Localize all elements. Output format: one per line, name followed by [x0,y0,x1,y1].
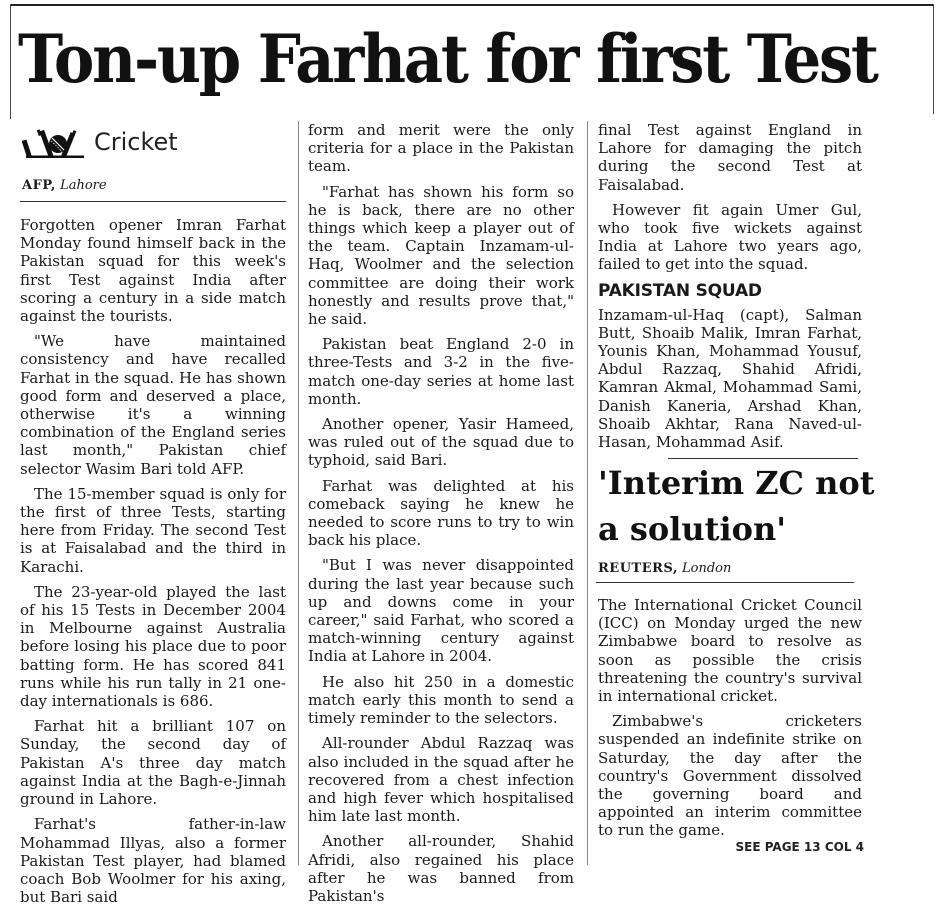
paragraph: final Test against England in Lahore for damaging the pitch during the second Test at Faisalabad. [598,121,862,194]
paragraph: All-rounder Abdul Razzaq was also included in the squad after he recovered from a chest infection and high fever which hospitalised him late last month. [308,734,574,826]
paragraph: Another all-rounder, Shahid Afridi, also regained his place after he was banned from Pakistan's [308,832,574,905]
paragraph: Farhat hit a brilliant 107 on Sunday, the second day of Pakistan A's three day match against India at the Bagh-e-Jinnah ground in Lahore. [20,717,286,809]
cricket-bats-ball-icon [22,126,88,158]
story-column-3 [598,121,862,459]
paragraph: "We have maintained consistency and have recalled Farhat in the squad. He has shown good form and deserved a place, otherwise it's a winning combination of the England series last month," Pakistan chief selector Wasim Bari told AFP. [20,332,286,478]
headline: Ton-up Farhat for first Test [18,20,877,98]
paragraph: The 23-year-old played the last of his 15 Tests in December 2004 in Melbourne against Australia before losing his place due to poor batting form. He has scored 841 runs while his run tally in 21 one-day internationals is 686. [20,582,286,711]
byline-rule [20,201,286,202]
section-label: Cricket [94,128,178,156]
byline [22,178,107,194]
paragraph: Farhat was delighted at his comeback saying he knew he needed to score runs to try to win back his place. [308,476,574,550]
story-column-2 [308,121,574,912]
paragraph: Pakistan beat England 2-0 in three-Tests and 3-2 in the five-match one-day series at home last month. [308,335,574,408]
section-kicker [22,124,302,160]
top-rule [10,4,933,6]
paragraph: form and merit were the only criteria for a place in the Pakistan team. [308,121,574,176]
right-rule [933,4,934,114]
second-byline-rule [596,582,854,583]
paragraph: He also hit 250 in a domestic match early this month to send a timely reminder to the selectors. [308,672,574,728]
second-story-headline: 'Interim ZC not a solution' [598,464,875,548]
paragraph: Farhat's father-in-law Mohammad Illyas, also a former Pakistan Test player, had blamed coach Bob Woolmer for his axing, but Bari said [20,815,286,907]
left-rule [10,4,11,119]
paragraph: "Farhat has shown his form so he is back, there are no other things which keep a player out of the team. Captain Inzamam-ul-Haq, Woolmer and the selection committee are doing their work honestly and results prove that," he said. [308,182,574,329]
paragraph: "But I was never disappointed during the last year because such up and downs come in your career," said Farhat, who scored a match-winning century against India at Lahore in 2004. [308,556,574,666]
squad-list: Inzamam-ul-Haq (capt), Salman Butt, Shoaib Malik, Imran Farhat, Younis Khan, Mohammad Yousuf, Abdul Razzaq, Shahid Afridi, Kamran Akmal, Mohammad Sami, Danish Kaneria, Arshad Khan, Shoaib Akhtar, Rana Naved-ul-Hasan, Mohammad Asif. [598,305,862,452]
second-story-body [598,596,862,847]
second-story-byline [598,561,731,577]
story-column-1 [20,216,286,913]
byline-agency: REUTERS, [598,561,678,576]
paragraph: Forgotten opener Imran Farhat Monday found himself back in the Pakistan squad for this week's first Test against India after scoring a century in a side match against the tourists. [20,216,286,326]
byline-place: London [682,561,732,576]
jump-line: SEE PAGE 13 COL 4 [735,840,864,854]
paragraph: Another opener, Yasir Hameed, was ruled out of the squad due to typhoid, said Bari. [308,415,574,470]
column-rule-2 [587,121,588,865]
column-rule-1 [298,121,299,865]
paragraph: The 15-member squad is only for the first of three Tests, starting here from Friday. The second Test is at Faisalabad and the third in Karachi. [20,484,286,576]
byline-agency: AFP, [22,178,56,193]
byline-place: Lahore [60,178,107,193]
squad-heading: PAKISTAN SQUAD [598,280,762,301]
paragraph: However fit again Umer Gul, who took five wickets against India at Lahore two years ago, failed to get into the squad. [598,200,862,274]
paragraph: Zimbabwe's cricketers suspended an indefinite strike on Saturday, the day after the country's Government dissolved the governing board and appointed an interim committee to run the game. [598,712,862,840]
paragraph: The International Cricket Council (ICC) on Monday urged the new Zimbabwe board to resolve as soon as possible the crisis threatening the country's survival in international cricket. [598,596,862,706]
